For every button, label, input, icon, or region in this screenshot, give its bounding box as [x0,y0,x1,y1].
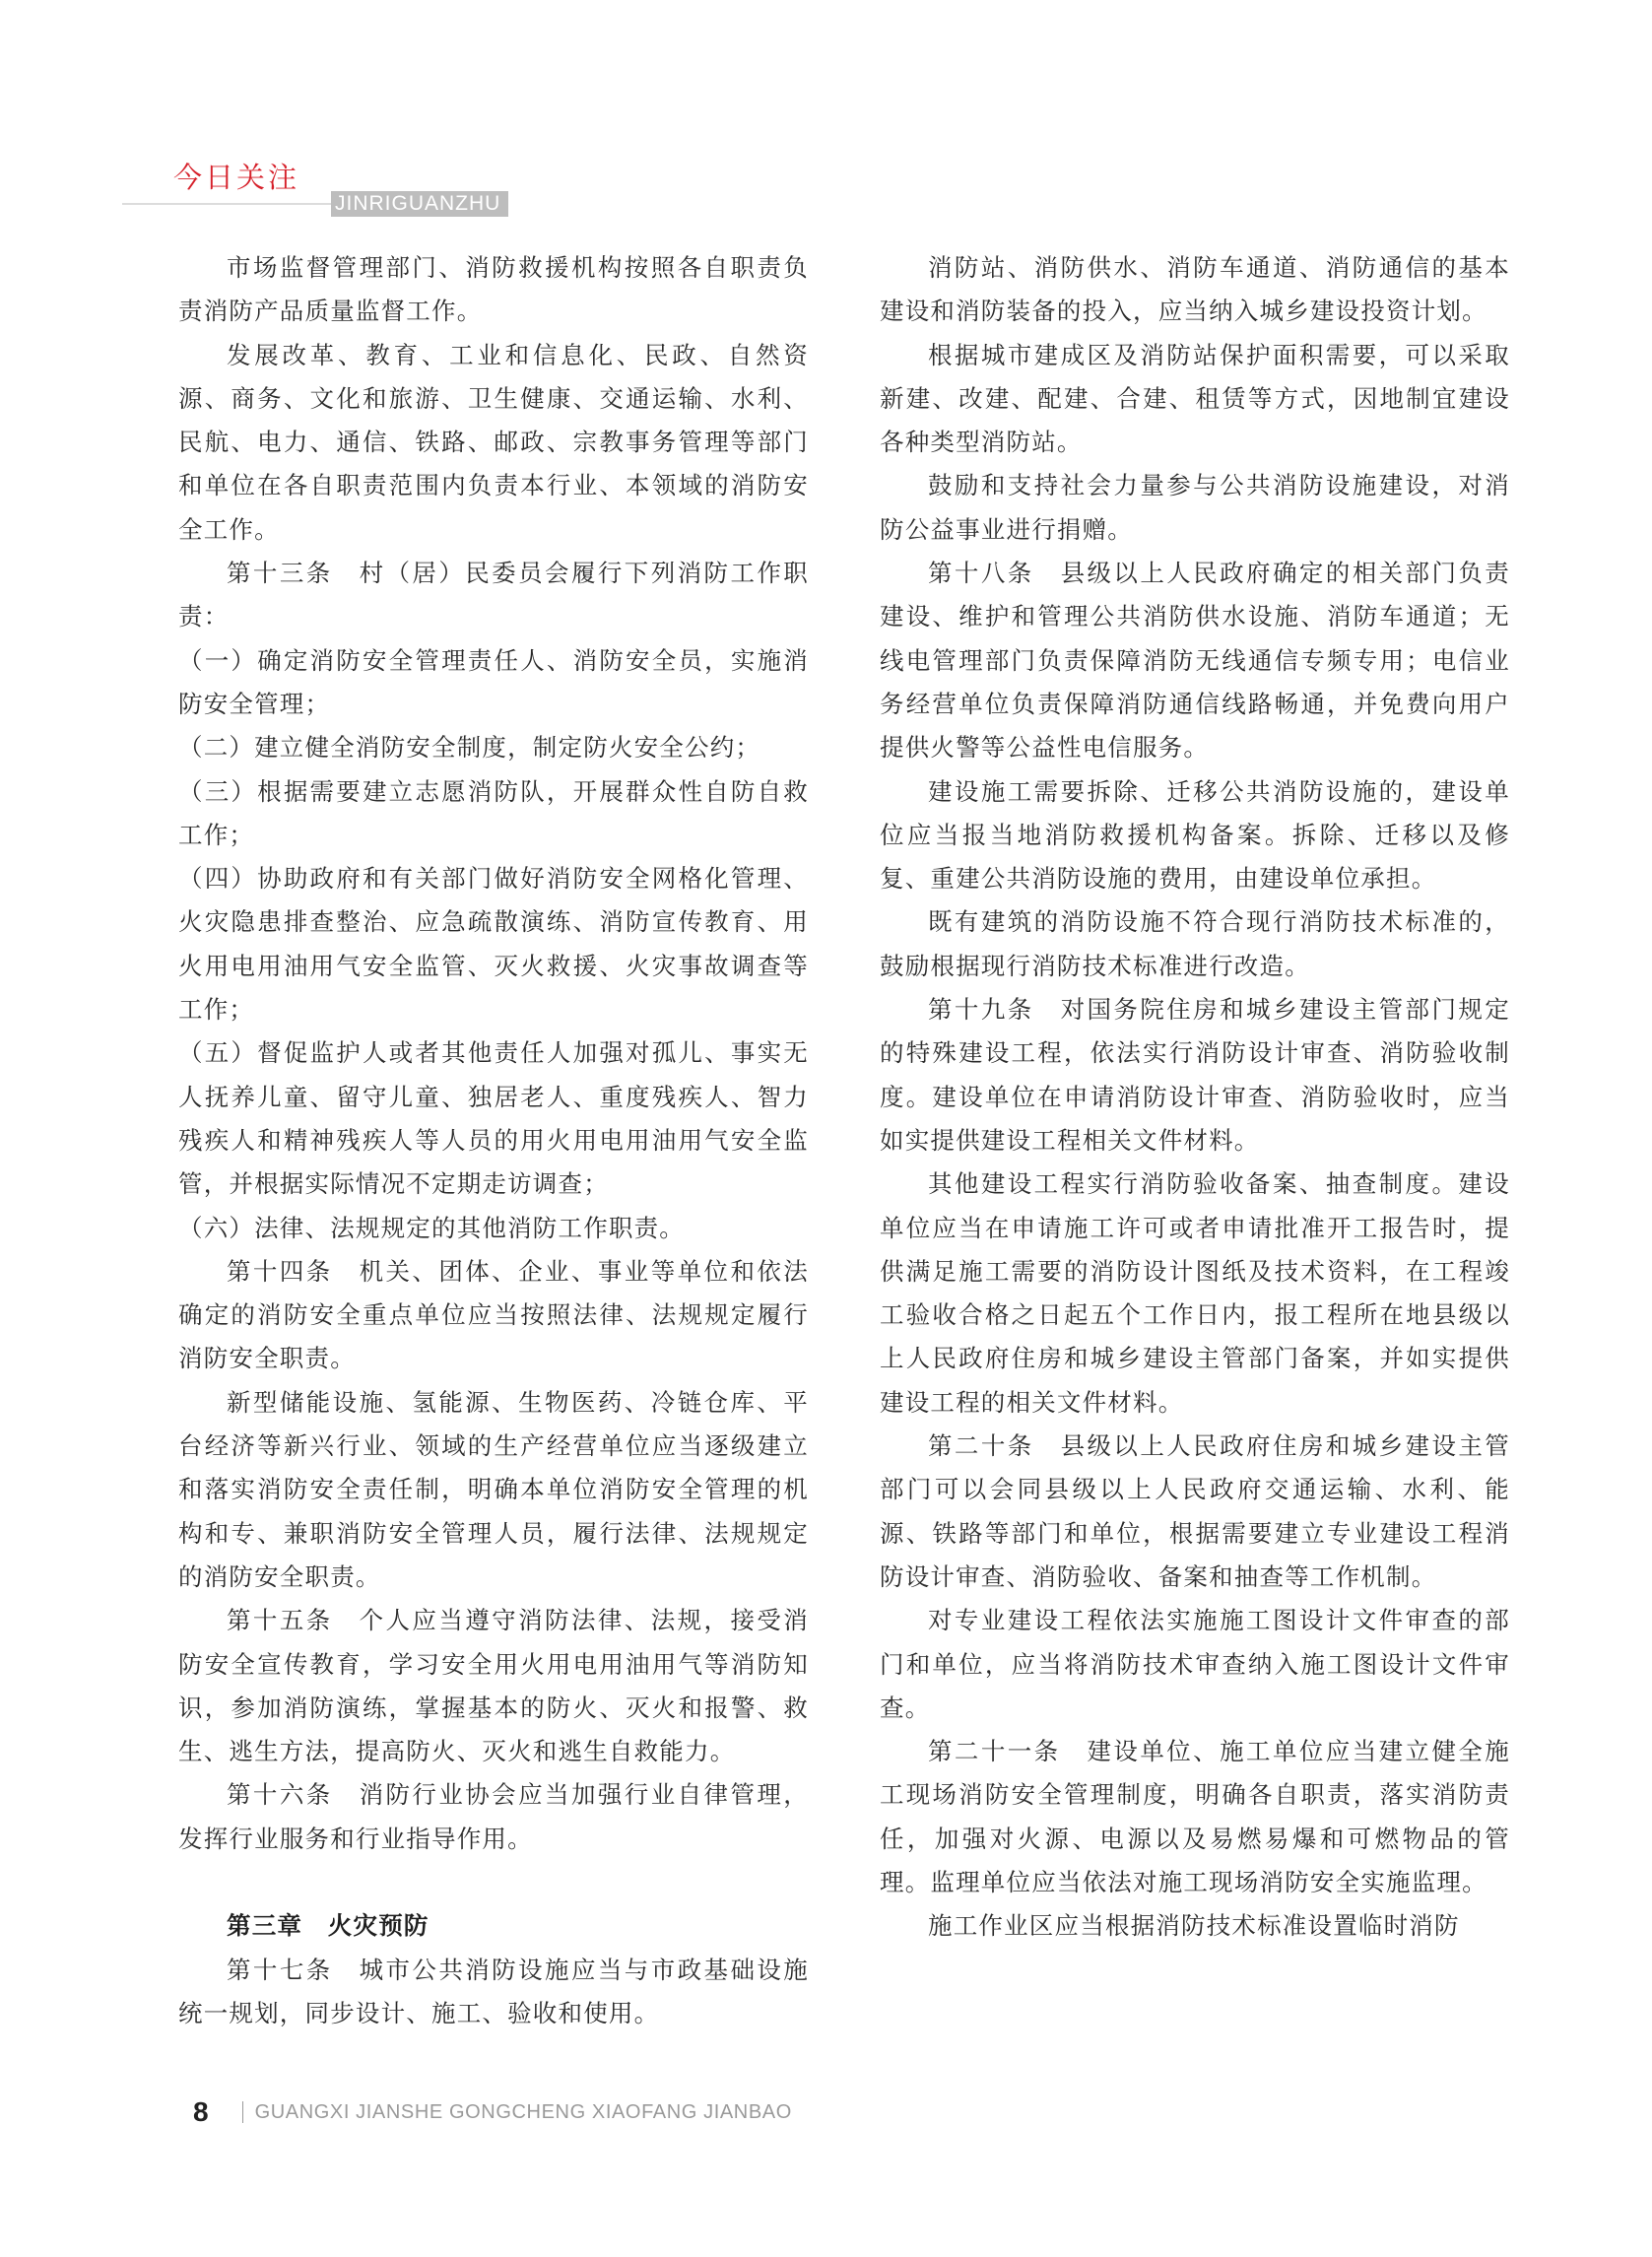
list-item: （四）协助政府和有关部门做好消防安全网格化管理、火灾隐患排查整治、应急疏散演练、消防宣传教育、用火用电用油用气安全监管、灭火救援、火灾事故调查等工作； [178,864,809,1025]
article-15-paragraph: 第十五条 个人应当遵守消防法律、法规，接受消防安全宣传教育，学习安全用火用电用油用气等消防知识，参加消防演练，掌握基本的防火、灭火和报警、救生、逃生方法，提高防火、灭火和逃生自救能力。 [178,1606,809,1766]
paragraph: 发展改革、教育、工业和信息化、民政、自然资源、商务、文化和旅游、卫生健康、交通运输、水利、民航、电力、通信、铁路、邮政、宗教事务管理等部门和单位在各自职责范围内负责本行业、本领域的消防安全工作。 [178,340,809,544]
page-header [0,0,1652,227]
list-item: （二）建立健全消防安全制度，制定防火安全公约； [178,733,761,763]
section-title: 今日关注 [173,161,300,194]
paragraph: 施工作业区应当根据消防技术标准设置临时消防 [928,1911,1460,1941]
journal-name: GUANGXI JIANSHE GONGCHENG XIAOFANG JIANBAO [254,2100,792,2123]
footer-divider [242,2101,243,2123]
right-column [880,246,1510,1949]
paragraph: 市场监督管理部门、消防救援机构按照各自职责负责消防产品质量监督工作。 [178,253,809,326]
paragraph: 消防站、消防供水、消防车通道、消防通信的基本建设和消防装备的投入，应当纳入城乡建设投资计划。 [880,253,1510,326]
article-16-paragraph: 第十六条 消防行业协会应当加强行业自律管理，发挥行业服务和行业指导作用。 [178,1780,809,1853]
article-20-paragraph: 第二十条 县级以上人民政府住房和城乡建设主管部门可以会同县级以上人民政府交通运输、水利、能源、铁路等部门和单位，根据需要建立专业建设工程消防设计审查、消防验收、备案和抽查等工作机制。 [880,1431,1510,1591]
left-column [178,246,809,2035]
article-19-paragraph: 第十九条 对国务院住房和城乡建设主管部门规定的特殊建设工程，依法实行消防设计审查、消防验收制度。建设单位在申请消防设计审查、消防验收时，应当如实提供建设工程相关文件材料。 [880,995,1510,1155]
list-item: （六）法律、法规规定的其他消防工作职责。 [178,1213,685,1242]
page-footer [193,2092,792,2132]
paragraph: 对专业建设工程依法实施施工图设计文件审查的部门和单位，应当将消防技术审查纳入施工图设计文件审查。 [880,1606,1510,1722]
header-rule [122,203,331,205]
list-item: （三）根据需要建立志愿消防队，开展群众性自防自救工作； [178,776,809,849]
spacer [178,1861,809,1904]
paragraph: 既有建筑的消防设施不符合现行消防技术标准的，鼓励根据现行消防技术标准进行改造。 [880,907,1510,980]
article-18-paragraph: 第十八条 县级以上人民政府确定的相关部门负责建设、维护和管理公共消防供水设施、消防车通道；无线电管理部门负责保障消防无线通信专频专用；电信业务经营单位负责保障消防通信线路畅通，并免费向用户提供火警等公益性电信服务。 [880,559,1510,763]
section-pinyin-label: JINRIGUANZHU [331,191,508,217]
chapter-heading: 第三章 火灾预防 [227,1911,430,1941]
page-number: 8 [193,2096,209,2127]
article-14-paragraph: 第十四条 机关、团体、企业、事业等单位和依法确定的消防安全重点单位应当按照法律、法规规定履行消防安全职责。 [178,1256,809,1373]
article-17-paragraph: 第十七条 城市公共消防设施应当与市政基础设施统一规划，同步设计、施工、验收和使用。 [178,1955,809,2027]
article-21-paragraph: 第二十一条 建设单位、施工单位应当建立健全施工现场消防安全管理制度，明确各自职责，落实消防责任，加强对火源、电源以及易燃易爆和可燃物品的管理。监理单位应当依法对施工现场消防安全实施监理。 [880,1737,1510,1896]
article-13-paragraph: 第十三条 村（居）民委员会履行下列消防工作职责： [178,559,809,631]
paragraph: 新型储能设施、氢能源、生物医药、冷链仓库、平台经济等新兴行业、领域的生产经营单位应当逐级建立和落实消防安全责任制，明确本单位消防安全管理的机构和专、兼职消防安全管理人员，履行法律、法规规定的消防安全职责。 [178,1387,809,1591]
list-item: （一）确定消防安全管理责任人、消防安全员，实施消防安全管理； [178,645,809,718]
paragraph: 其他建设工程实行消防验收备案、抽查制度。建设单位应当在申请施工许可或者申请批准开工报告时，提供满足施工需要的消防设计图纸及技术资料，在工程竣工验收合格之日起五个工作日内，报工程所在地县级以上人民政府住房和城乡建设主管部门备案，并如实提供建设工程的相关文件材料。 [880,1169,1510,1417]
paragraph: 鼓励和支持社会力量参与公共消防设施建设，对消防公益事业进行捐赠。 [880,471,1510,544]
list-item: （五）督促监护人或者其他责任人加强对孤儿、事实无人抚养儿童、留守儿童、独居老人、重度残疾人、智力残疾人和精神残疾人等人员的用火用电用油用气安全监管，并根据实际情况不定期走访调查； [178,1038,809,1199]
paragraph: 建设施工需要拆除、迁移公共消防设施的，建设单位应当报当地消防救援机构备案。拆除、迁移以及修复、重建公共消防设施的费用，由建设单位承担。 [880,776,1510,894]
paragraph: 根据城市建成区及消防站保护面积需要，可以采取新建、改建、配建、合建、租赁等方式，因地制宜建设各种类型消防站。 [880,340,1510,457]
